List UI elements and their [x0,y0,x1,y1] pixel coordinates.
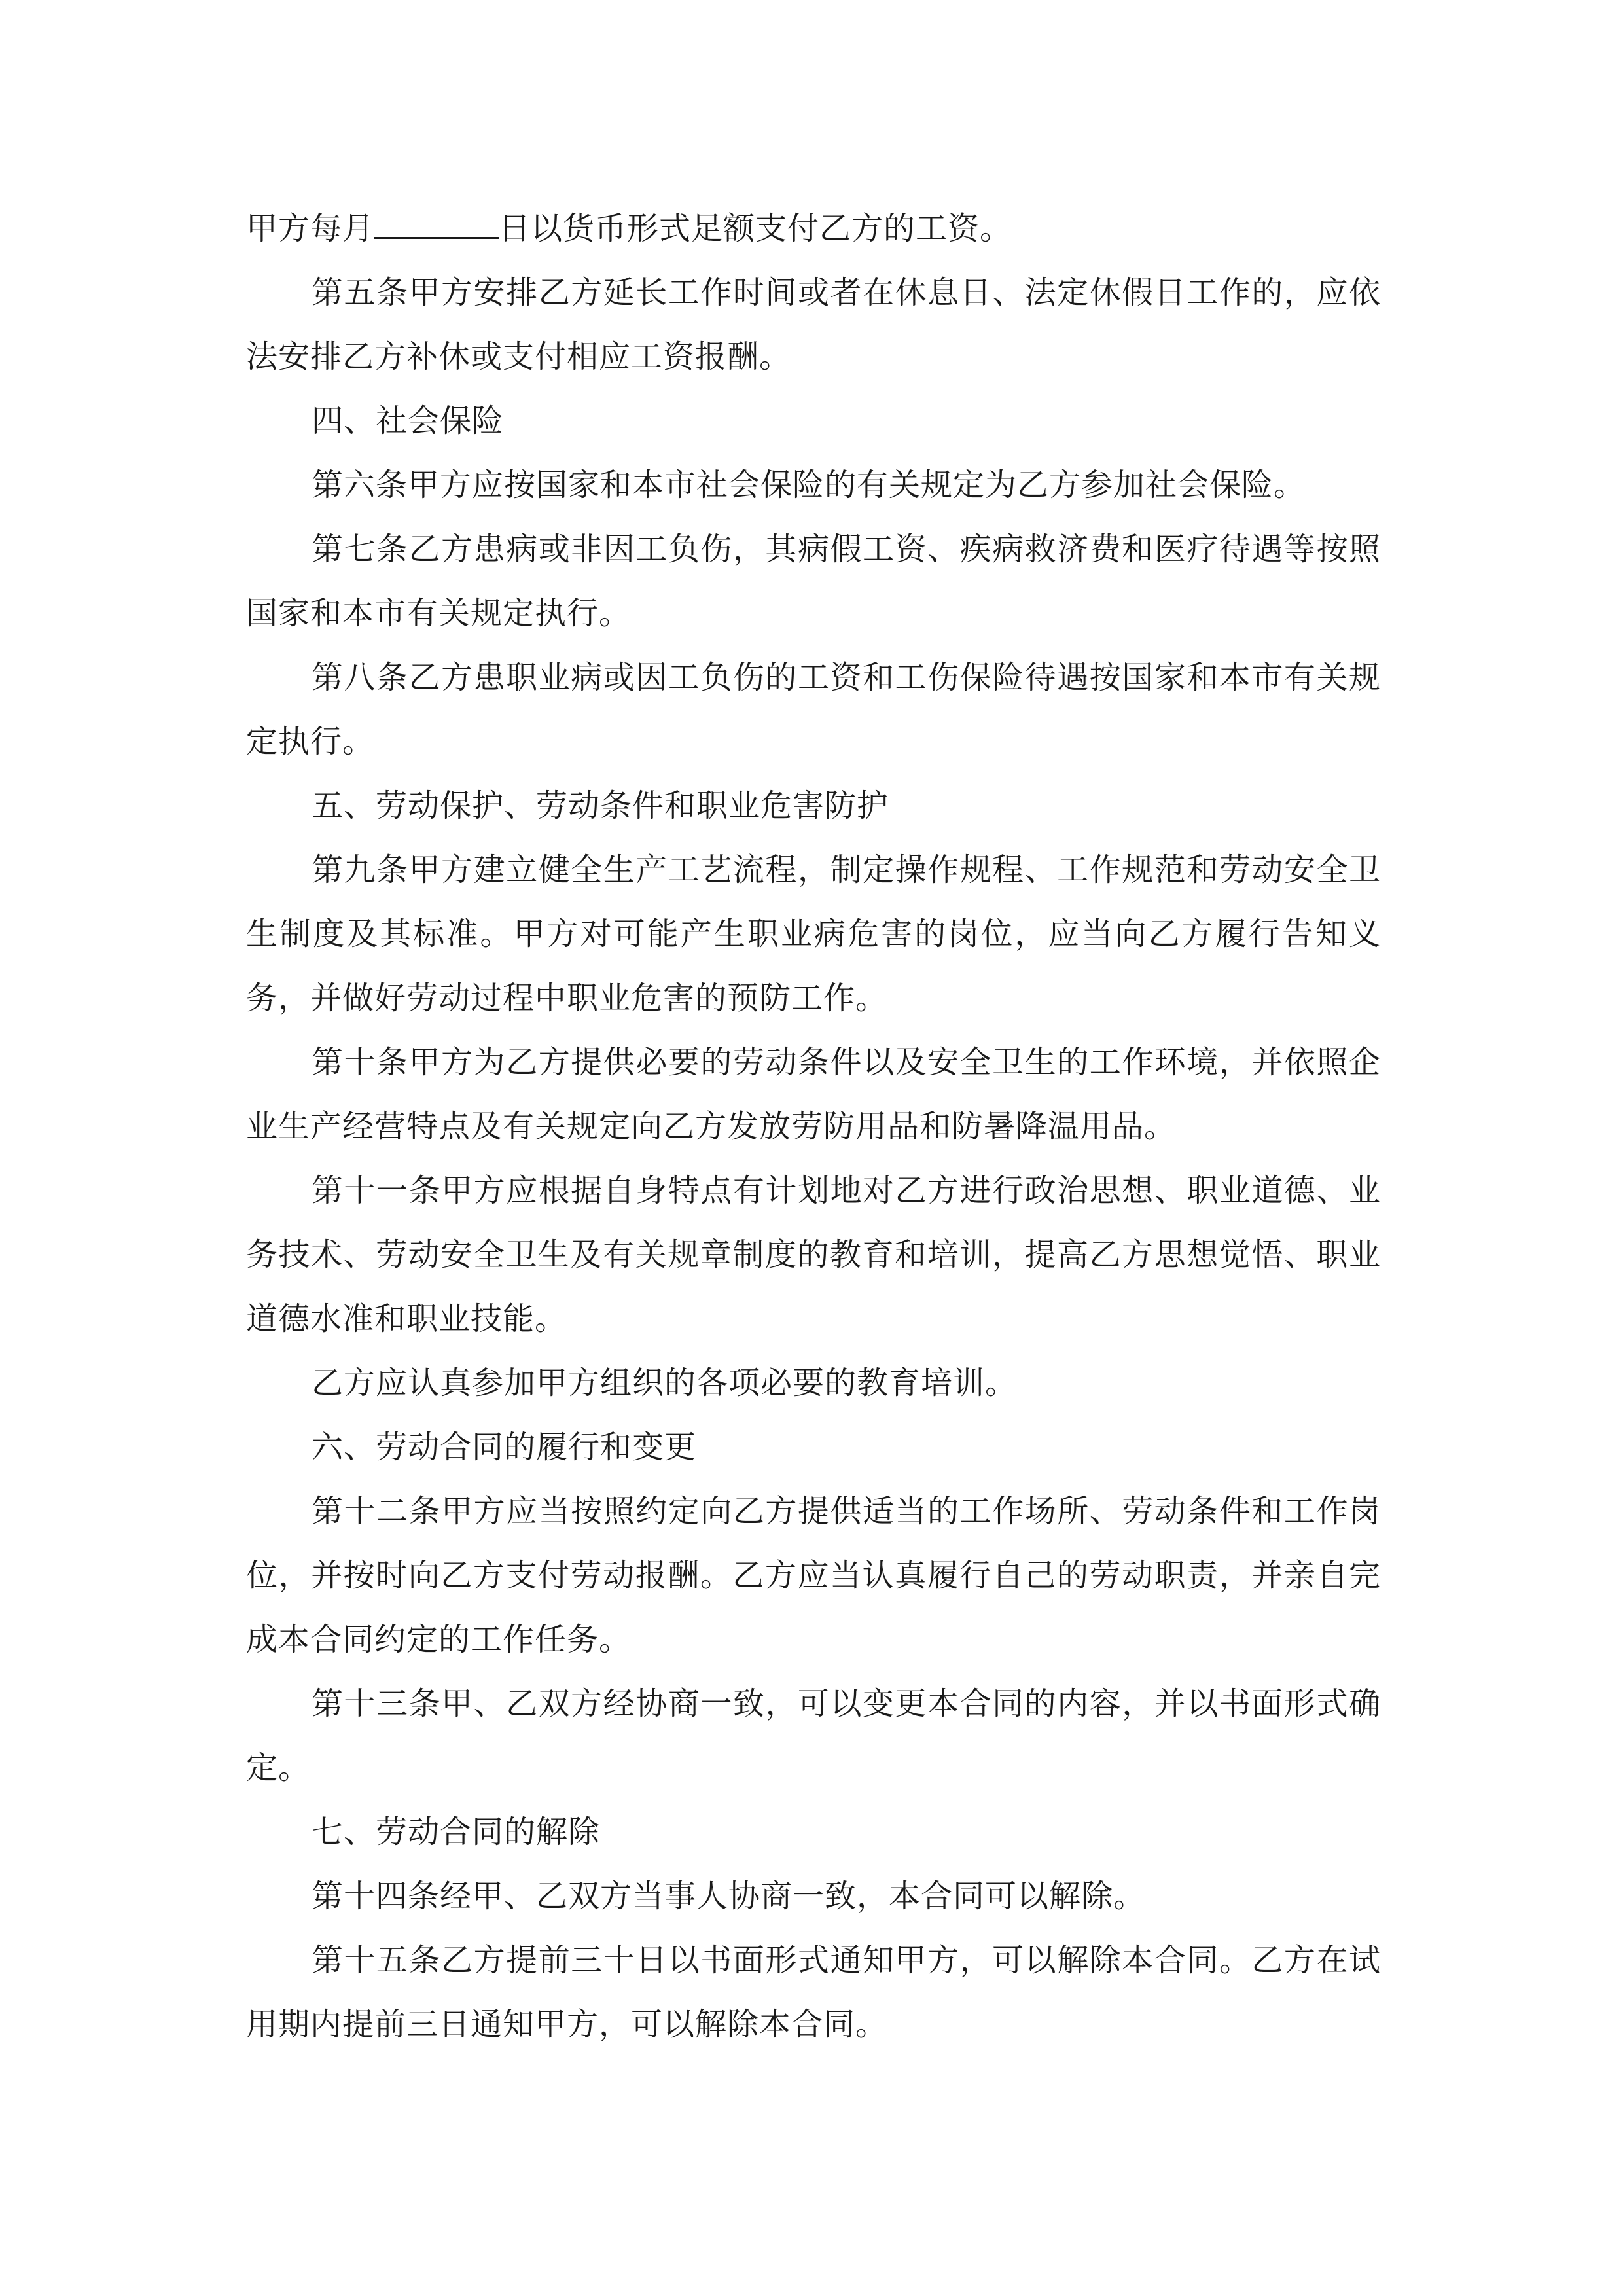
document-page [246,196,1381,2056]
article-11: 第十一条甲方应根据自身特点有计划地对乙方进行政治思想、职业道德、业务技术、劳动安全卫生及有关规章制度的教育和培训，提高乙方思想觉悟、职业道德水准和职业技能。 [246,1172,1381,1337]
wage-text-before: 甲方每月 [246,210,375,247]
article-8: 第八条乙方患职业病或因工负伤的工资和工伤保险待遇按国家和本市有关规定执行。 [246,659,1381,760]
section-7-heading: 七、劳动合同的解除 [312,1814,601,1850]
article-10: 第十条甲方为乙方提供必要的劳动条件以及安全卫生的工作环境，并依照企业生产经营特点及有关规定向乙方发放劳防用品和防暑降温用品。 [246,1044,1381,1145]
article-7: 第七条乙方患病或非因工负伤，其病假工资、疾病救济费和医疗待遇等按照国家和本市有关规定执行。 [246,531,1381,632]
article-13: 第十三条甲、乙双方经协商一致，可以变更本合同的内容，并以书面形式确定。 [246,1685,1381,1786]
section-4-heading: 四、社会保险 [312,403,505,439]
wage-payment-paragraph [246,196,1381,260]
article-9: 第九条甲方建立健全生产工艺流程，制定操作规程、工作规范和劳动安全卫生制度及其标准。甲方对可能产生职业病危害的岗位，应当向乙方履行告知义务，并做好劳动过程中职业危害的预防工作。 [246,852,1381,1016]
article-5: 第五条甲方安排乙方延长工作时间或者在休息日、法定休假日工作的，应依法安排乙方补休或支付相应工资报酬。 [246,274,1381,375]
article-14: 第十四条经甲、乙双方当事人协商一致，本合同可以解除。 [312,1878,1146,1914]
article-12: 第十二条甲方应当按照约定向乙方提供适当的工作场所、劳动条件和工作岗位，并按时向乙方支付劳动报酬。乙方应当认真履行自己的劳动职责，并亲自完成本合同约定的工作任务。 [246,1493,1381,1658]
article-6: 第六条甲方应按国家和本市社会保险的有关规定为乙方参加社会保险。 [312,467,1306,503]
wage-day-blank [374,211,499,239]
training-paragraph: 乙方应认真参加甲方组织的各项必要的教育培训。 [312,1365,1018,1401]
section-5-heading: 五、劳动保护、劳动条件和职业危害防护 [312,787,889,824]
article-15: 第十五条乙方提前三十日以书面形式通知甲方，可以解除本合同。乙方在试用期内提前三日通知甲方，可以解除本合同。 [246,1942,1381,2043]
section-6-heading: 六、劳动合同的履行和变更 [312,1429,697,1465]
wage-text-after: 日以货币形式足额支付乙方的工资。 [499,210,1012,247]
